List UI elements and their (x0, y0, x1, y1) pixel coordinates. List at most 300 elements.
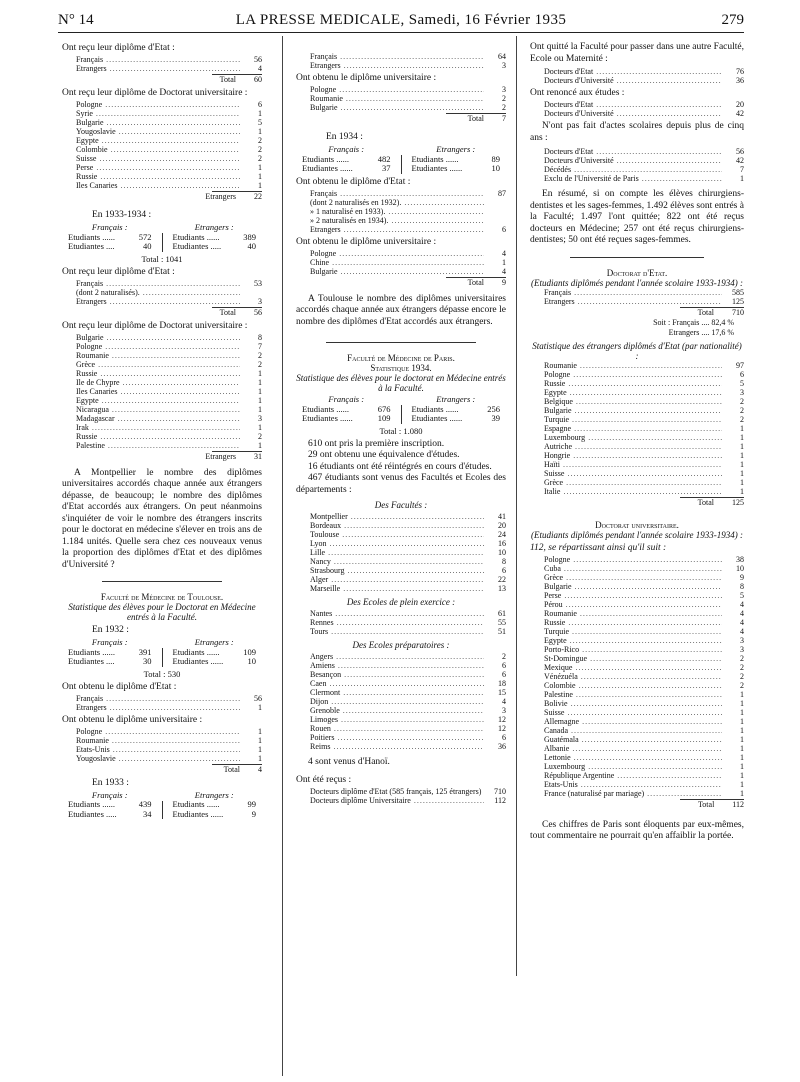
row-label: Bordeaux ..... (310, 521, 484, 530)
french-column (296, 145, 397, 174)
row-label: Hongrie ..... (544, 451, 722, 460)
section-title: Faculté de Médecine de Toulouse. (100, 592, 224, 602)
total-label: Total (697, 799, 715, 809)
row-label: Egypte ..... (544, 388, 722, 397)
row-label: Luxembourg ..... (544, 762, 722, 771)
row-value: 8 (740, 581, 744, 591)
row-label: Lille ..... (310, 548, 484, 557)
table-row (296, 85, 506, 94)
table-row (62, 154, 262, 163)
total-value: 710 (732, 307, 744, 317)
row-label: Etats-Unis ..... (544, 780, 722, 789)
row-label: Luxembourg ..... (544, 433, 722, 442)
section-subtitle: Statistique des étrangers diplômés d'Etat (par nationalité) : (532, 340, 742, 361)
row-label: Guatémala ..... (544, 735, 722, 744)
row-value: 1 (258, 181, 262, 190)
row-value: 1 (740, 743, 744, 753)
table-row (530, 771, 744, 780)
row-value: 2 (258, 145, 262, 154)
row-value: 2 (258, 136, 262, 145)
row-value: 4 (502, 266, 506, 276)
subsection: Des Ecoles de plein exercice : (346, 597, 456, 607)
row-label: Etrangers ..... (76, 64, 240, 73)
total-label: Total (697, 497, 714, 507)
label: Etudiants ...... (411, 403, 459, 414)
split-row (62, 810, 158, 820)
row-label: Egypte ..... (76, 396, 240, 405)
row-value: 1 (258, 702, 262, 712)
table-row (296, 548, 506, 557)
total-row (212, 764, 262, 775)
table-row (296, 258, 506, 267)
row-label: Palestine ..... (76, 441, 240, 450)
table-row (296, 225, 506, 234)
stat-list (296, 52, 506, 70)
row-label: Bulgarie ..... (310, 267, 484, 276)
foreign-column (167, 791, 263, 820)
row-label: Clermont ..... (310, 688, 484, 697)
table-row (530, 591, 744, 600)
total-value: 9 (502, 277, 506, 287)
total-label: Total (467, 277, 484, 287)
split-row (167, 657, 263, 667)
table-row (530, 627, 744, 636)
total-label: Etrangers (205, 192, 236, 201)
table-row (530, 147, 744, 156)
row-value: 2 (740, 662, 744, 672)
row-value: 1 (740, 752, 744, 762)
table-row (530, 76, 744, 85)
french-heading: Français : (328, 144, 365, 154)
row-label: St-Domingue ..... (544, 654, 722, 663)
percent-line: Etrangers .... 17,6 % (668, 327, 734, 337)
row-label: Français ..... (544, 288, 722, 297)
row-value: 2 (258, 359, 262, 369)
label: Etudiantes .... (68, 241, 115, 251)
foreign-heading: Etrangers : (194, 222, 234, 232)
row-value: 1 (258, 753, 262, 763)
heading: Ont obtenu le diplôme d'Etat : (296, 176, 411, 187)
row-label: Docteurs d'Université ..... (544, 76, 722, 85)
divider (401, 405, 402, 424)
stat-list (296, 189, 506, 234)
row-label: Pérou ..... (544, 600, 722, 609)
row-label: Chine ..... (310, 258, 484, 267)
value: 676 (377, 403, 391, 414)
row-value: 1 (740, 468, 744, 478)
row-label: Albanie ..... (544, 744, 722, 753)
total-row (205, 451, 262, 462)
total-row (446, 277, 506, 288)
label: Etudiantes ...... (172, 656, 224, 666)
table-row (296, 661, 506, 670)
paragraph: En résumé, si on compte les élèves chirurgiens-dentistes et les sages-femmes, 1.492 élèves sont entrés à la Faculté; 1.497 l'ont quittée; 822 ont été reçus docteurs en Médecine; 257 ont été reçus chirurgiens-dentistes; 50 ont été reçues sages-femmes. (530, 189, 744, 245)
line: 16 étudiants ont été réintégrés en cours d'études. (308, 461, 492, 472)
row-label: Egypte ..... (544, 636, 722, 645)
row-value: 4 (258, 64, 262, 73)
row-value: 56 (254, 693, 262, 703)
value: 439 (138, 799, 152, 809)
table-row (530, 780, 744, 789)
row-label: Nicaragua ..... (76, 405, 240, 414)
foreign-heading: Etrangers : (194, 789, 234, 800)
row-value: 9 (740, 572, 744, 582)
row-label: Allemagne ..... (544, 717, 722, 726)
table-row (530, 433, 744, 442)
row-label: Grèce ..... (544, 573, 722, 582)
row-label: Besançon ..... (310, 670, 484, 679)
row-value: 20 (498, 521, 506, 530)
table-row (296, 539, 506, 548)
table-row (530, 67, 744, 76)
row-value: 1 (258, 422, 262, 432)
label: Etudiants ...... (302, 153, 349, 164)
total-value: 125 (732, 497, 744, 507)
total-row (212, 74, 262, 85)
table-row (296, 688, 506, 697)
table-row (530, 690, 744, 699)
french-heading: Français : (91, 789, 128, 800)
row-label: Turquie ..... (544, 627, 722, 636)
row-label: Grenoble ..... (310, 706, 484, 715)
table-row (296, 512, 506, 521)
row-label: Perse ..... (544, 591, 722, 600)
table-row (530, 573, 744, 582)
row-value: 4 (502, 248, 506, 258)
table-row (530, 672, 744, 681)
table-row (62, 432, 262, 441)
row-value: 42 (736, 109, 744, 118)
grand-total: Total : 1041 (141, 253, 183, 264)
table-row (62, 703, 262, 712)
row-label: Angers ..... (310, 652, 484, 661)
table-row (62, 378, 262, 387)
row-label: Montpellier ..... (310, 512, 484, 521)
row-value: 1 (258, 440, 262, 450)
table-row (530, 156, 744, 165)
table-row (296, 103, 506, 112)
heading: Ont reçu leur diplôme d'Etat : (62, 266, 175, 277)
row-label: Etrangers ..... (76, 703, 240, 712)
row-label: Roumanie ..... (544, 609, 722, 618)
row-value: 4 (502, 697, 506, 706)
table-row (296, 609, 506, 618)
subsection: Des Ecoles préparatoires : (352, 640, 450, 650)
row-label: Suisse ..... (544, 708, 722, 717)
row-label: Français ..... (76, 55, 240, 64)
split-row (406, 164, 507, 174)
row-value: 1 (258, 744, 262, 754)
row-value: 1 (258, 377, 262, 387)
french-column (62, 791, 158, 820)
row-label: Pologne ..... (544, 370, 722, 379)
total-row (680, 497, 744, 508)
row-value: 1 (258, 735, 262, 745)
row-label: Grèce ..... (76, 360, 240, 369)
line: 4 sont venus d'Hanoï. (308, 757, 390, 767)
row-value: 3 (502, 706, 506, 715)
row-label: Etrangers ..... (544, 297, 722, 306)
row-value: 51 (498, 627, 506, 636)
column-divider-2 (516, 36, 517, 976)
stat-list (530, 288, 744, 306)
stat-list (62, 694, 262, 712)
row-value: 36 (498, 742, 506, 751)
label: Etudiants ...... (68, 799, 115, 809)
row-label: Tours ..... (310, 627, 484, 636)
split-row (167, 810, 263, 820)
table-row (62, 387, 262, 396)
total-row (212, 307, 262, 318)
section-title: Doctorat d'Etat. (606, 267, 668, 278)
stat-list (296, 512, 506, 593)
table-row (62, 369, 262, 378)
total-label: Total (223, 764, 240, 774)
row-value: 38 (736, 554, 744, 564)
row-label: Limoges ..... (310, 715, 484, 724)
row-value: 1 (740, 734, 744, 744)
row-value: 6 (258, 100, 262, 109)
foreign-column (406, 145, 507, 174)
table-row (62, 423, 262, 432)
row-value: 4 (740, 617, 744, 627)
stat-list (530, 555, 744, 798)
row-value: 8 (502, 557, 506, 566)
value: 389 (243, 231, 256, 242)
table-row (530, 297, 744, 306)
label: Etudiants ...... (172, 231, 220, 242)
heading: Ont reçu leur diplôme d'Etat : (62, 43, 175, 53)
rule (326, 342, 476, 343)
row-value: 5 (258, 118, 262, 127)
row-label: Français ..... (310, 189, 484, 198)
total-value: 7 (502, 114, 506, 123)
label: Etudiants ...... (68, 231, 115, 242)
row-value: 61 (498, 609, 506, 618)
row-value: 12 (498, 724, 506, 733)
row-value: 4 (740, 608, 744, 618)
row-value: 125 (732, 296, 744, 306)
table-row (530, 744, 744, 753)
table-row (530, 582, 744, 591)
row-label: Iles Canaries ..... (76, 181, 240, 190)
row-label: Canada ..... (544, 726, 722, 735)
label: Etudiants ...... (411, 153, 459, 164)
row-label: Haïti ..... (544, 460, 722, 469)
total-value: 4 (258, 764, 262, 774)
french-column (62, 223, 158, 252)
row-value: 2 (502, 103, 506, 112)
line: 467 étudiants sont venus des Facultés et Ecoles des départements : (296, 473, 506, 495)
heading: Ont reçu leur diplôme de Doctorat universitaire : (62, 320, 248, 331)
line: 610 ont pris la première inscription. (308, 438, 445, 449)
enrollment-split (62, 638, 262, 679)
row-label: Français ..... (76, 279, 240, 288)
table-row (530, 174, 744, 183)
foreign-column (167, 223, 263, 252)
row-label: Etrangers ..... (76, 297, 240, 306)
row-value: 24 (498, 530, 506, 539)
value: 10 (247, 656, 256, 666)
row-label: Turquie ..... (544, 415, 722, 424)
table-row (530, 451, 744, 460)
heading: Ont obtenu le diplôme universitaire : (296, 236, 437, 247)
row-value (484, 198, 506, 207)
issue-number: N° 14 (58, 12, 94, 28)
row-label: Syrie ..... (76, 109, 240, 118)
row-value: 5 (740, 378, 744, 388)
row-label: Iles Canaries ..... (76, 387, 240, 396)
row-label: Caen ..... (310, 679, 484, 688)
row-label: Roumanie ..... (544, 361, 722, 370)
value: 89 (491, 153, 500, 164)
row-value: 1 (258, 395, 262, 405)
section-title-2: Statistique 1934. (370, 363, 432, 373)
table-row (296, 670, 506, 679)
row-value: 4 (740, 599, 744, 609)
table-row (296, 733, 506, 742)
row-value: 2 (740, 653, 744, 663)
table-row (62, 727, 262, 736)
table-row (296, 627, 506, 636)
value: 10 (491, 163, 500, 173)
row-label: Belgique ..... (544, 397, 722, 406)
value: 39 (491, 413, 500, 423)
table-row (530, 663, 744, 672)
row-value: 3 (258, 296, 262, 306)
row-label: Russie ..... (544, 379, 722, 388)
row-value: 2 (740, 396, 744, 406)
row-value: 6 (502, 733, 506, 742)
table-row (296, 530, 506, 539)
table-row (296, 189, 506, 198)
divider (162, 233, 163, 252)
split-row (296, 414, 397, 424)
table-row (62, 127, 262, 136)
table-row (296, 652, 506, 661)
split-table (62, 638, 262, 667)
split-row (167, 242, 263, 252)
row-label: Etrangers ..... (310, 225, 484, 234)
row-label: Suisse ..... (544, 469, 722, 478)
row-label: Russie ..... (76, 172, 240, 181)
table-row (296, 706, 506, 715)
row-value: 22 (498, 575, 506, 584)
row-value: 1 (258, 163, 262, 172)
label: Etudiantes .... (68, 656, 115, 666)
divider (401, 155, 402, 174)
page-header (58, 10, 744, 33)
row-value: 1 (740, 174, 744, 183)
subsection: Des Facultés : (374, 500, 428, 510)
table-row (530, 388, 744, 397)
row-value: 15 (498, 688, 506, 697)
stat-list (296, 787, 506, 805)
table-row (530, 555, 744, 564)
stat-list (530, 361, 744, 496)
value: 256 (487, 403, 500, 414)
row-value: 1 (740, 432, 744, 442)
table-row (62, 342, 262, 351)
row-label: Pologne ..... (310, 249, 484, 258)
row-label: Docteurs d'Université ..... (544, 156, 722, 165)
row-value: 7 (258, 341, 262, 351)
row-label: Vénézuéla ..... (544, 672, 722, 681)
row-label: Bulgarie ..... (544, 582, 722, 591)
row-label: (dont 2 naturalisés). ..... (76, 288, 240, 297)
row-value: 6 (502, 661, 506, 670)
row-label: Russie ..... (76, 369, 240, 378)
row-value: 36 (736, 76, 744, 85)
table-row (530, 654, 744, 663)
row-value: 1 (258, 368, 262, 378)
row-label: » 1 naturalisé en 1933). ..... (310, 207, 484, 216)
row-value (484, 207, 506, 216)
table-row (296, 94, 506, 103)
table-row (296, 715, 506, 724)
row-label: Porto-Rico ..... (544, 645, 722, 654)
row-value: 2 (502, 94, 506, 103)
row-value: 4 (740, 626, 744, 636)
table-row (530, 564, 744, 573)
stat-list (62, 55, 262, 73)
section-subtitle: (Etudiants diplômés pendant l'année scolaire 1933-1934) : (530, 277, 744, 288)
row-value: 6 (502, 566, 506, 575)
table-row (296, 216, 506, 225)
row-value: 3 (502, 85, 506, 94)
row-value: 64 (498, 52, 506, 61)
table-row (530, 415, 744, 424)
table-row (530, 469, 744, 478)
row-value: 710 (494, 786, 506, 796)
table-row (62, 100, 262, 109)
row-label: Roumanie ..... (76, 351, 240, 360)
row-value: 2 (258, 431, 262, 441)
table-row (62, 64, 262, 73)
row-value: 12 (498, 715, 506, 724)
value: 109 (377, 413, 391, 423)
row-value: 1 (740, 770, 744, 780)
row-label: Rouen ..... (310, 724, 484, 733)
table-row (62, 360, 262, 369)
row-label: Espagne ..... (544, 424, 722, 433)
row-label: Cuba ..... (544, 564, 722, 573)
table-row (530, 762, 744, 771)
row-label: France (naturalisé par mariage) ..... (544, 789, 722, 798)
heading: Ont reçu leur diplôme de Doctorat universitaire : (62, 88, 248, 98)
table-row (62, 351, 262, 360)
section-subtitle: Statistique des élèves pour le doctorat en Médecine entrés à la Faculté. (296, 373, 506, 393)
total-label: Total (697, 307, 714, 317)
value: 37 (382, 163, 391, 173)
stat-list (62, 279, 262, 306)
row-label: Roumanie ..... (76, 736, 240, 745)
row-value: 1 (740, 725, 744, 735)
heading: Ont été reçus : (296, 774, 352, 785)
total-value: 112 (732, 799, 744, 809)
row-value: 6 (502, 224, 506, 234)
table-row (62, 745, 262, 754)
row-label: Pologne ..... (544, 555, 722, 564)
row-label: Bulgarie ..... (76, 118, 240, 127)
table-row (530, 361, 744, 370)
row-label: Nancy ..... (310, 557, 484, 566)
row-value: 1 (740, 779, 744, 789)
row-value: 1 (258, 404, 262, 414)
table-row (62, 109, 262, 118)
table-row (530, 406, 744, 415)
foreign-heading: Etrangers : (194, 637, 234, 647)
